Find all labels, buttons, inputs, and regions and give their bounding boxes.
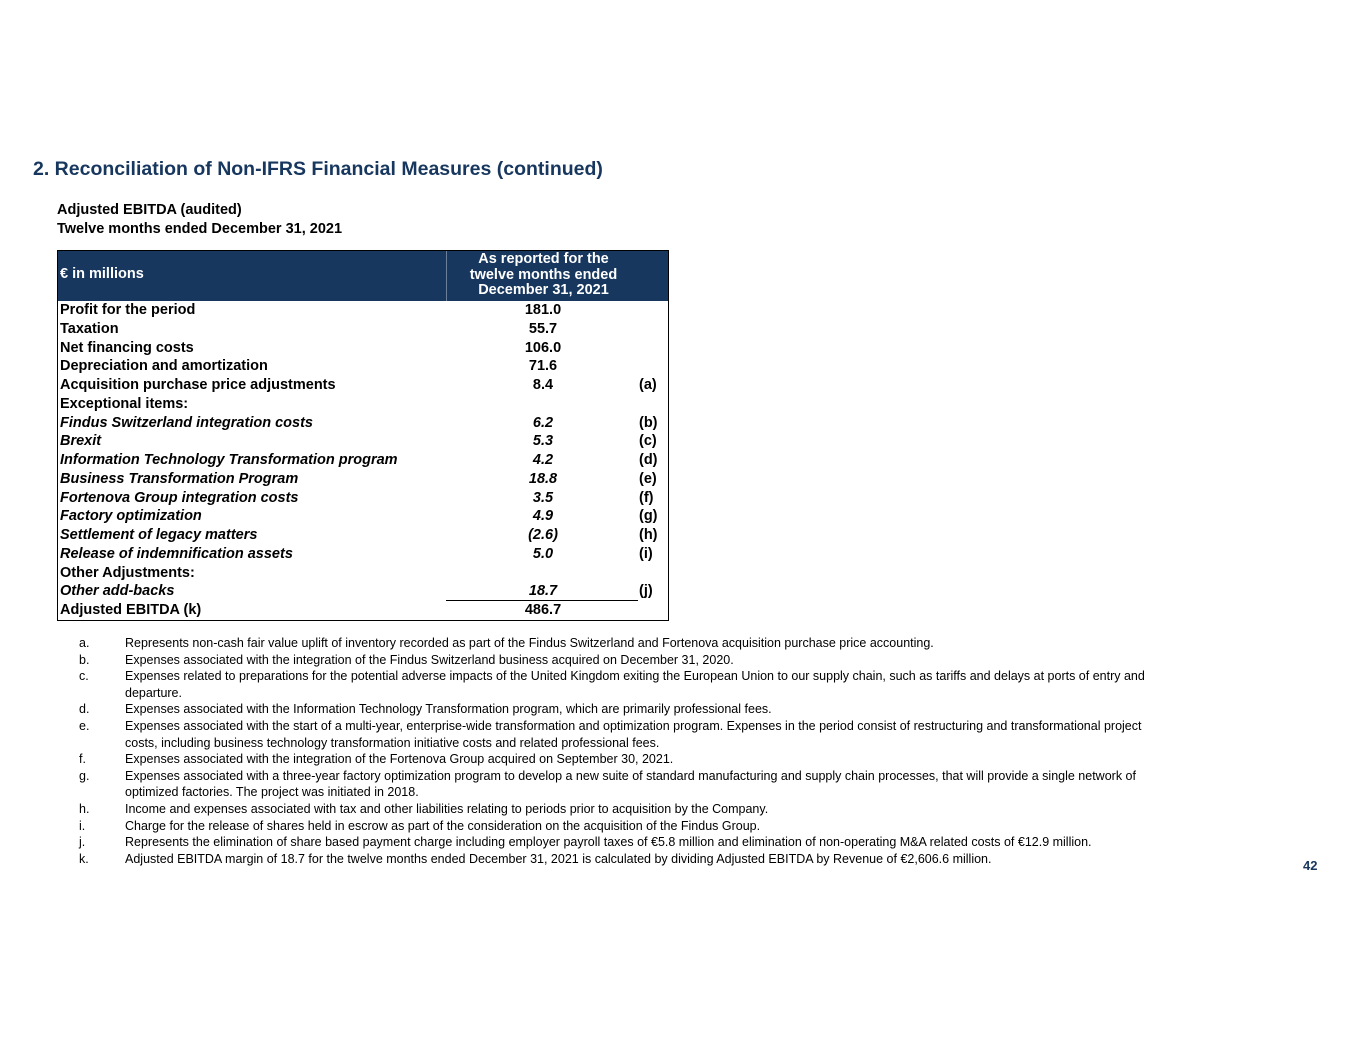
row-value: 5.3: [532, 433, 554, 450]
row-label: Release of indemnification assets: [60, 545, 293, 562]
table-row: [58, 357, 668, 376]
row-label: Settlement of legacy matters: [60, 527, 258, 543]
table-row: [58, 320, 668, 339]
footnote-letter: k.: [79, 851, 89, 866]
table-header: [58, 251, 668, 301]
table-row: [58, 432, 668, 451]
table-row: [58, 414, 668, 433]
footnote-letter: f.: [79, 752, 86, 767]
table-period: Twelve months ended December 31, 2021: [57, 221, 343, 237]
column-header-line: As reported for the: [478, 251, 609, 267]
table-row-total: [58, 601, 668, 620]
footnote-text: Adjusted EBITDA margin of 18.7 for the twelve months ended December 31, 2021 is calculated by dividing Adjusted EBITDA by Revenue of €2,606.6 million.: [125, 851, 992, 866]
row-value: 18.8: [528, 470, 558, 487]
footnote: [57, 652, 1157, 669]
footnote-text: Expenses related to preparations for the potential adverse impacts of the United Kingdom exiting the European Union to our supply chain, such as tariffs and delays at ports of entry and departure.: [125, 669, 1145, 700]
footnote-text: Expenses associated with the integration of the Fortenova Group acquired on September 30, 2021.: [125, 752, 674, 767]
table-row: [58, 451, 668, 470]
row-note-ref: (h): [639, 527, 658, 543]
row-label: Net financing costs: [60, 339, 194, 356]
footnote: [57, 751, 1157, 768]
row-value: 3.5: [532, 489, 554, 506]
table-row: [58, 339, 668, 358]
footnote-text: Represents the elimination of share based payment charge including employer payroll taxes of €5.8 million and elimination of non-operating M&A related costs of €12.9 million.: [125, 835, 1092, 850]
footnote-letter: j.: [79, 835, 86, 850]
row-value: (2.6): [528, 527, 558, 543]
footnote-text: Income and expenses associated with tax and other liabilities relating to periods prior to acquisition by the Company.: [125, 801, 769, 816]
row-note-ref: (d): [639, 452, 658, 468]
row-value: 486.7: [524, 602, 562, 618]
row-note-ref: (a): [639, 377, 657, 393]
row-label: Factory optimization: [60, 508, 202, 525]
footnote-text: Represents non-cash fair value uplift of inventory recorded as part of the Findus Switzerland and Fortenova acquisition purchase price accounting.: [125, 636, 934, 650]
row-value: 4.9: [532, 508, 554, 525]
column-header-line: twelve months ended: [469, 266, 618, 283]
row-note-ref: (j): [639, 583, 653, 600]
column-header-label: € in millions: [60, 266, 144, 282]
table-row-section: [58, 395, 668, 414]
row-note-ref: (g): [639, 508, 658, 525]
footnote-text: Expenses associated with the start of a multi-year, enterprise-wide transformation and optimization program. Expenses in the period consist of restructuring and transformational project costs, including business technology transformation initiative costs and related professional fees.: [125, 718, 1142, 750]
row-label: Exceptional items:: [60, 395, 189, 412]
row-value: 106.0: [524, 339, 562, 356]
footnote-text: Expenses associated with the Information Technology Transformation program, which are primarily professional fees.: [125, 702, 772, 717]
footnote-text: Expenses associated with the integration of the Findus Switzerland business acquired on December 31, 2020.: [125, 652, 734, 667]
row-value: 6.2: [532, 414, 554, 431]
reconciliation-table: [57, 250, 669, 621]
row-value: 18.7: [528, 583, 558, 600]
page-number: 42: [1303, 858, 1318, 873]
footnote: [57, 718, 1157, 751]
row-value: 8.4: [532, 377, 554, 393]
footnote: [57, 701, 1157, 718]
row-note-ref: (f): [639, 489, 654, 506]
table-row: [58, 526, 668, 545]
column-header-value: [446, 251, 640, 301]
footnote-text: Charge for the release of shares held in escrow as part of the consideration on the acquisition of the Findus Group.: [125, 818, 761, 833]
table-row: [58, 545, 668, 564]
footnote-letter: h.: [79, 801, 90, 816]
row-value: 5.0: [532, 545, 554, 562]
footnote-letter: c.: [79, 669, 89, 684]
row-value: 4.2: [532, 452, 554, 468]
column-header-line: December 31, 2021: [478, 282, 609, 298]
row-label: Other add-backs: [60, 583, 175, 600]
footnote: [57, 851, 1157, 868]
footnotes: [57, 635, 1157, 867]
row-label: Fortenova Group integration costs: [60, 489, 299, 506]
table-subtitle: Adjusted EBITDA (audited): [57, 202, 242, 218]
row-label: Brexit: [60, 433, 102, 450]
footnote-letter: d.: [79, 702, 90, 717]
row-label: Findus Switzerland integration costs: [60, 414, 313, 431]
table-row: [58, 489, 668, 508]
row-value: 71.6: [528, 358, 558, 375]
footnote-text: Expenses associated with a three-year factory optimization program to develop a new suite of standard manufacturing and supply chain processes, that will provide a single network of optimized factories. The project was initiated in 2018.: [125, 768, 1136, 800]
row-value: 55.7: [528, 320, 558, 337]
table-row: [58, 376, 668, 395]
table-row: [58, 470, 668, 489]
footnote-letter: g.: [79, 768, 90, 783]
footnote-letter: e.: [79, 718, 90, 733]
table-row-section: [58, 564, 668, 583]
row-label: Business Transformation Program: [60, 470, 299, 487]
table-row: [58, 507, 668, 526]
row-label: Other Adjustments:: [60, 564, 195, 581]
row-label: Information Technology Transformation program: [60, 452, 398, 468]
row-label: Adjusted EBITDA (k): [60, 602, 202, 618]
row-value: 181.0: [524, 302, 562, 318]
footnote: [57, 818, 1157, 835]
row-label: Acquisition purchase price adjustments: [60, 377, 336, 393]
footnote: [57, 768, 1157, 801]
row-label: Profit for the period: [60, 302, 196, 318]
row-note-ref: (b): [639, 414, 658, 431]
table-row: [58, 301, 668, 320]
row-label: Taxation: [60, 320, 119, 337]
footnote-letter: b.: [79, 652, 90, 667]
page-title: 2. Reconciliation of Non-IFRS Financial Measures (continued): [33, 158, 603, 180]
row-label: Depreciation and amortization: [60, 358, 268, 375]
footnote: [57, 801, 1157, 818]
footnote: [57, 668, 1157, 701]
footnote-letter: i.: [79, 818, 86, 833]
row-note-ref: (e): [639, 470, 657, 487]
footnote-letter: a.: [79, 636, 90, 650]
row-note-ref: (c): [639, 433, 657, 450]
row-note-ref: (i): [639, 545, 653, 562]
footnote: [57, 834, 1157, 851]
footnote: [57, 635, 1157, 652]
table-row: [58, 582, 668, 601]
